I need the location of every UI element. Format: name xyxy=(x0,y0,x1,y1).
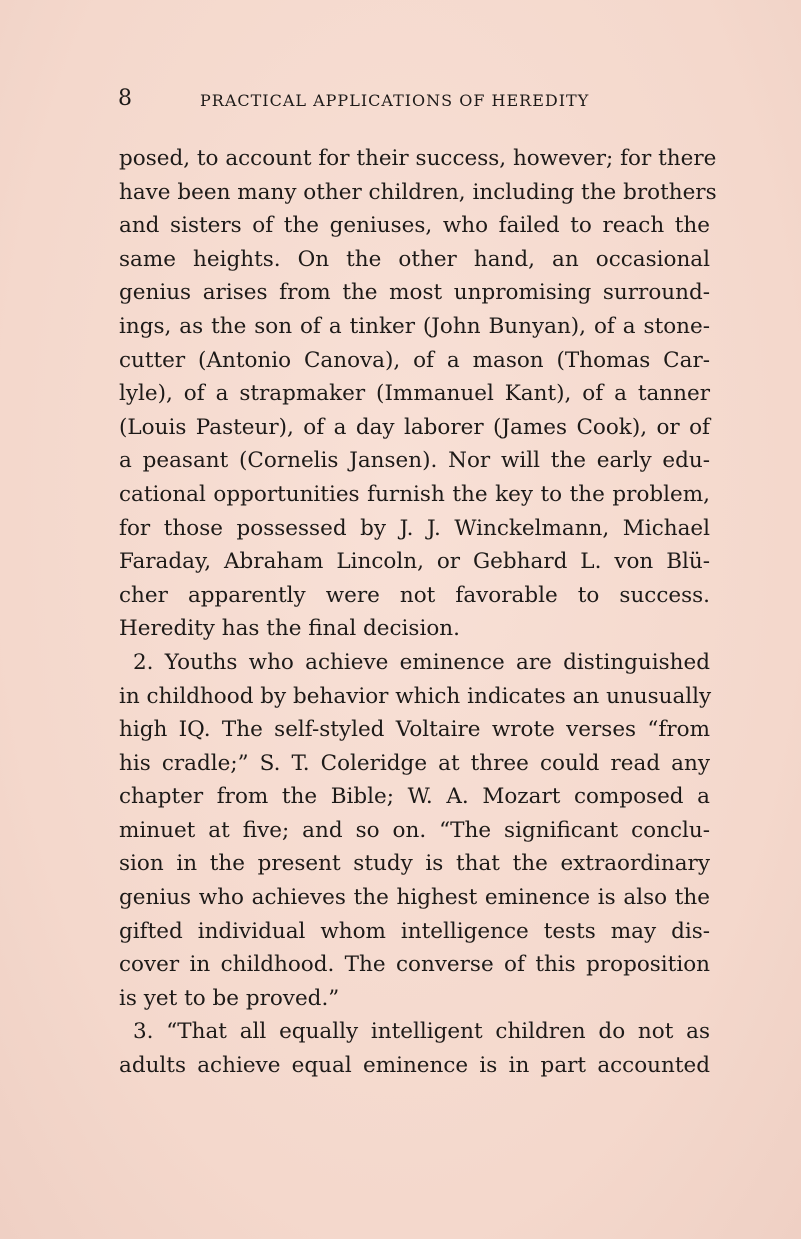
text-line: sion in the present study is that the extraordinary xyxy=(119,851,710,877)
text-line: cational opportunities furnish the key to the problem, xyxy=(119,481,710,507)
text-line: his cradle;” S. T. Coleridge at three could read any xyxy=(119,750,710,776)
text-line: in childhood by behavior which indicates an unusually xyxy=(119,683,712,709)
text-line: cher apparently were not favorable to success. xyxy=(119,582,710,608)
text-line: cutter (Antonio Canova), of a mason (Thomas Car- xyxy=(119,347,710,373)
text-line: cover in childhood. The converse of this proposition xyxy=(119,952,710,978)
text-line: 3. “That all equally intelligent children do not as xyxy=(133,1019,710,1045)
text-line: Heredity has the final decision. xyxy=(119,616,460,642)
running-head: PRACTICAL APPLICATIONS OF HEREDITY xyxy=(200,91,590,110)
text-line: 2. Youths who achieve eminence are distinguished xyxy=(133,649,710,675)
text-line: same heights. On the other hand, an occasional xyxy=(119,246,710,272)
text-line: ings, as the son of a tinker (John Bunyan), of a stone- xyxy=(119,313,710,339)
text-line: have been many other children, including the brothers xyxy=(119,179,717,205)
body-text xyxy=(119,142,717,1083)
text-line: a peasant (Cornelis Jansen). Nor will the early edu- xyxy=(119,448,710,474)
text-line: posed, to account for their success, however; for there xyxy=(119,146,717,171)
text-line: genius arises from the most unpromising surround- xyxy=(119,280,710,306)
text-line: Faraday, Abraham Lincoln, or Gebhard L. von Blü- xyxy=(119,549,710,575)
text-line: lyle), of a strapmaker (Immanuel Kant), of a tanner xyxy=(119,381,710,407)
page-header xyxy=(118,84,708,114)
text-line: is yet to be proved.” xyxy=(119,985,340,1011)
text-line: for those possessed by J. J. Winckelmann, Michael xyxy=(119,515,710,541)
text-line: chapter from the Bible; W. A. Mozart composed a xyxy=(119,784,710,810)
text-line: adults achieve equal eminence is in part accounted xyxy=(119,1053,710,1079)
text-line: gifted individual whom intelligence tests may dis- xyxy=(119,918,710,944)
page-number: 8 xyxy=(118,86,132,111)
text-line: (Louis Pasteur), of a day laborer (James Cook), or of xyxy=(119,414,710,440)
text-line: minuet at five; and so on. “The significant conclu- xyxy=(119,817,710,843)
text-line: genius who achieves the highest eminence is also the xyxy=(119,885,710,911)
text-line: high IQ. The self-styled Voltaire wrote verses “from xyxy=(119,717,710,743)
text-line: and sisters of the geniuses, who failed to reach the xyxy=(119,213,710,239)
